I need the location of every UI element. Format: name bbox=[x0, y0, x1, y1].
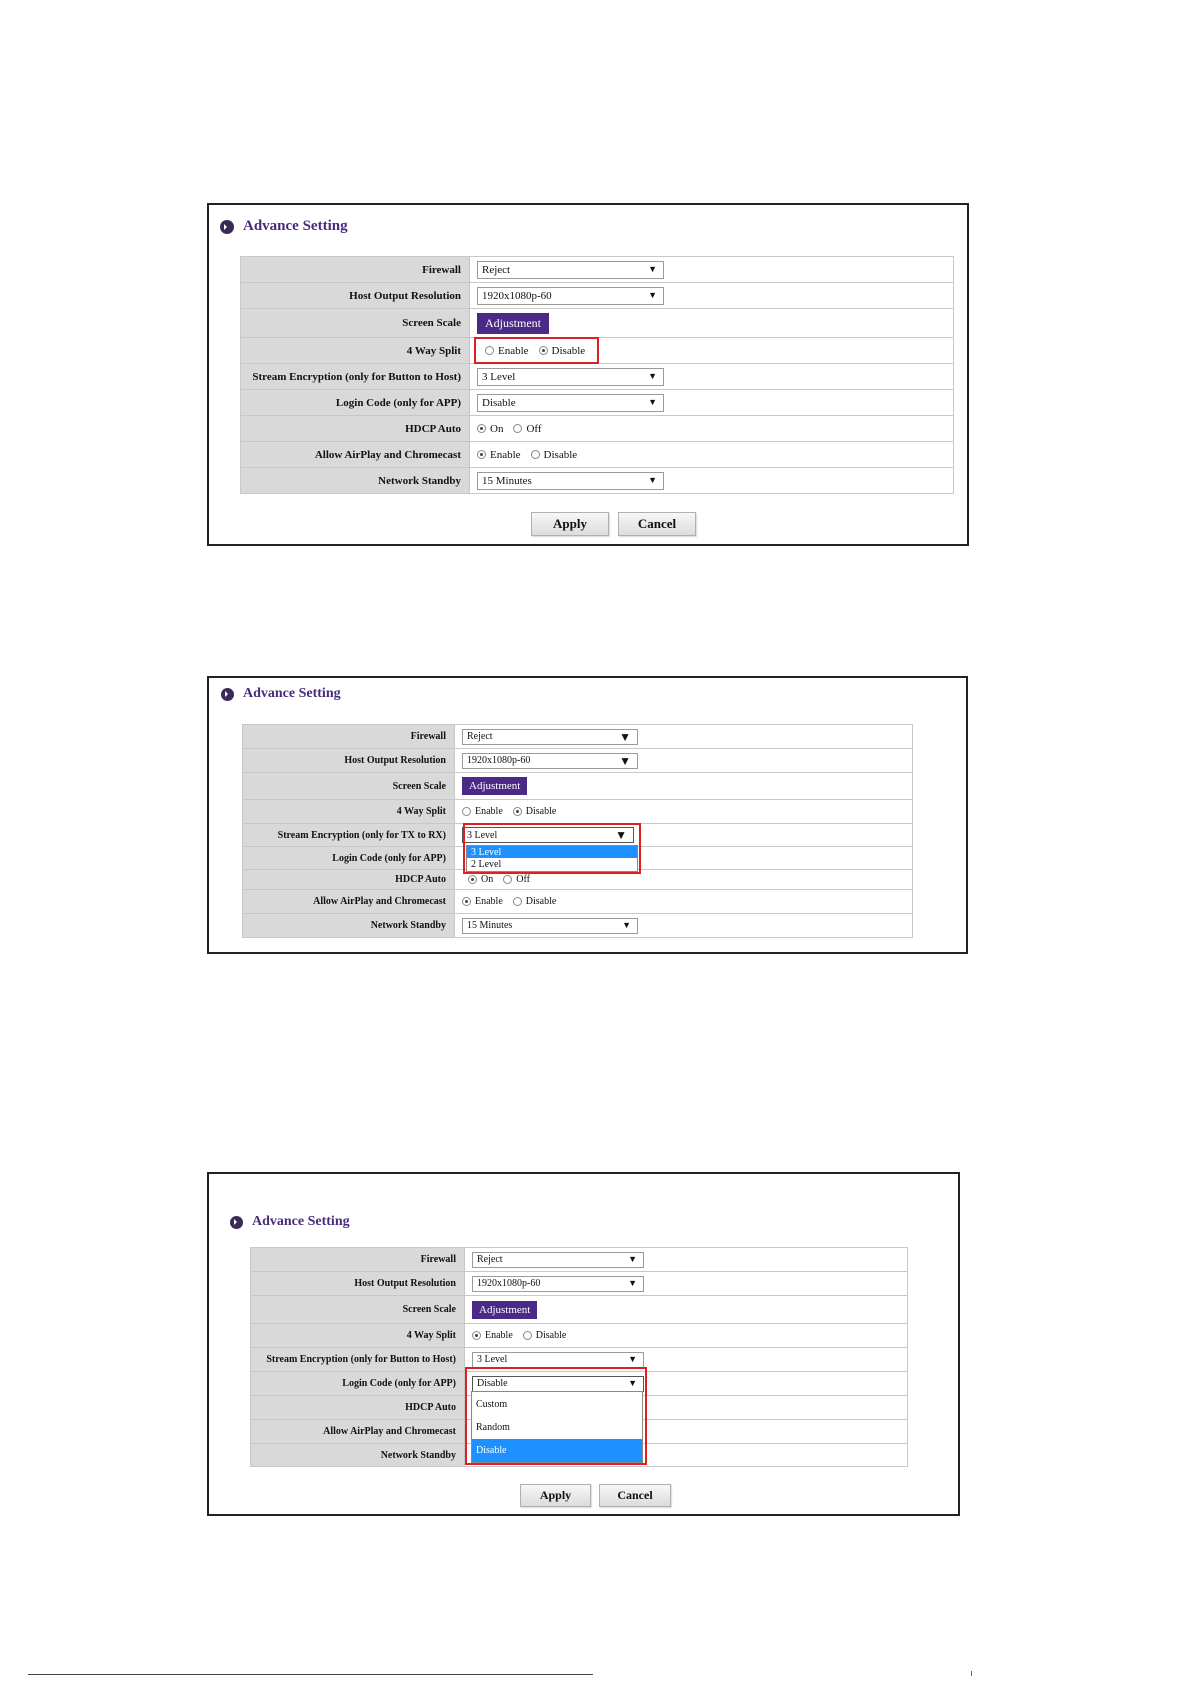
chevron-down-icon: ▼ bbox=[648, 475, 657, 485]
dropdown-option[interactable]: 3 Level bbox=[467, 846, 637, 858]
settings-panel-2 bbox=[207, 676, 968, 954]
apply-button[interactable]: Apply bbox=[531, 512, 609, 536]
radio-label: Disable bbox=[535, 1330, 567, 1341]
row-label: Firewall bbox=[241, 257, 470, 283]
radio-label: Enable bbox=[490, 448, 521, 461]
row-host-output-resolution bbox=[243, 749, 913, 773]
row-4-way-split bbox=[251, 1324, 908, 1348]
disable-radio[interactable] bbox=[531, 450, 540, 459]
disable-radio[interactable] bbox=[513, 807, 522, 816]
row-firewall bbox=[241, 257, 954, 283]
radio-label: Disable bbox=[525, 896, 557, 907]
adjustment-button[interactable]: Adjustment bbox=[462, 777, 527, 795]
chevron-down-icon: ▼ bbox=[619, 729, 631, 744]
chevron-down-icon: ▼ bbox=[628, 1378, 637, 1388]
row-stream-encryption bbox=[251, 1348, 908, 1372]
radio-label: Enable bbox=[475, 896, 503, 907]
network-standby-select[interactable] bbox=[462, 918, 638, 934]
4-way-split-radio-group bbox=[472, 1330, 907, 1341]
row-label: Screen Scale bbox=[243, 773, 455, 800]
row-airplay-chromecast bbox=[243, 890, 913, 914]
stream-encryption-select[interactable] bbox=[472, 1352, 644, 1368]
row-label: Login Code (only for APP) bbox=[243, 847, 455, 870]
radio-label: Disable bbox=[551, 344, 586, 357]
chevron-down-icon: ▼ bbox=[622, 920, 631, 930]
row-label: Screen Scale bbox=[251, 1296, 465, 1324]
row-label: Firewall bbox=[243, 725, 455, 749]
row-host-output-resolution bbox=[251, 1272, 908, 1296]
row-firewall bbox=[243, 725, 913, 749]
stream-encryption-select[interactable] bbox=[462, 827, 634, 843]
stream-encryption-dropdown bbox=[466, 845, 638, 872]
select-value: 15 Minutes bbox=[482, 474, 532, 487]
row-hdcp-auto bbox=[243, 870, 913, 890]
row-label: Host Output Resolution bbox=[243, 749, 455, 773]
row-screen-scale bbox=[241, 309, 954, 338]
footer-divider bbox=[28, 1674, 593, 1675]
row-label: 4 Way Split bbox=[251, 1324, 465, 1348]
row-label: Login Code (only for APP) bbox=[251, 1372, 465, 1396]
hdcp-auto-radio-group bbox=[477, 423, 953, 435]
disable-radio[interactable] bbox=[523, 1331, 532, 1340]
chevron-down-icon: ▼ bbox=[628, 1354, 637, 1364]
airplay-radio-group bbox=[477, 449, 953, 461]
select-value: Disable bbox=[477, 1378, 508, 1389]
disable-radio[interactable] bbox=[539, 346, 548, 355]
hdcp-auto-radio-group bbox=[462, 874, 912, 885]
row-label: Network Standby bbox=[241, 468, 470, 494]
panel-title-text: Advance Setting bbox=[243, 218, 348, 234]
row-network-standby bbox=[241, 468, 954, 494]
apply-button[interactable]: Apply bbox=[520, 1484, 591, 1507]
row-label: Stream Encryption (only for TX to RX) bbox=[243, 824, 455, 847]
select-value: 3 Level bbox=[482, 370, 516, 383]
row-label: Allow AirPlay and Chromecast bbox=[241, 442, 470, 468]
row-login-code bbox=[241, 390, 954, 416]
panel-title bbox=[230, 1214, 350, 1230]
row-label: HDCP Auto bbox=[251, 1396, 465, 1420]
row-label: Allow AirPlay and Chromecast bbox=[243, 890, 455, 914]
dropdown-option[interactable]: Disable bbox=[472, 1439, 642, 1462]
login-code-dropdown bbox=[471, 1391, 643, 1463]
on-radio[interactable] bbox=[477, 424, 486, 433]
play-circle-icon bbox=[221, 688, 234, 701]
select-value: Reject bbox=[482, 263, 511, 276]
radio-label: Disable bbox=[543, 448, 578, 461]
panel-title bbox=[220, 218, 348, 235]
chevron-down-icon: ▼ bbox=[648, 264, 657, 274]
firewall-select[interactable] bbox=[477, 261, 664, 279]
disable-radio[interactable] bbox=[513, 897, 522, 906]
adjustment-button[interactable]: Adjustment bbox=[472, 1301, 537, 1319]
panel-title-text: Advance Setting bbox=[252, 1214, 350, 1229]
off-radio[interactable] bbox=[513, 424, 522, 433]
network-standby-select[interactable] bbox=[477, 472, 664, 490]
row-label: Stream Encryption (only for Button to Host) bbox=[251, 1348, 465, 1372]
dropdown-option[interactable]: 2 Level bbox=[471, 859, 502, 870]
dropdown-option[interactable]: Random bbox=[476, 1422, 510, 1433]
chevron-down-icon: ▼ bbox=[628, 1254, 637, 1264]
radio-label: Enable bbox=[475, 806, 503, 817]
select-value: 1920x1080p-60 bbox=[477, 1278, 541, 1289]
select-value: 1920x1080p-60 bbox=[482, 289, 552, 302]
4-way-split-radio-group bbox=[462, 806, 912, 817]
enable-radio[interactable] bbox=[462, 897, 471, 906]
enable-radio[interactable] bbox=[462, 807, 471, 816]
airplay-radio-group bbox=[462, 896, 912, 907]
radio-label: Enable bbox=[498, 344, 529, 357]
row-label: Host Output Resolution bbox=[251, 1272, 465, 1296]
row-label: Screen Scale bbox=[241, 309, 470, 338]
radio-label: On bbox=[481, 874, 494, 885]
row-firewall bbox=[251, 1248, 908, 1272]
row-label: 4 Way Split bbox=[243, 800, 455, 824]
select-value: 3 Level bbox=[467, 829, 498, 841]
row-4-way-split bbox=[241, 338, 954, 364]
chevron-down-icon: ▼ bbox=[648, 290, 657, 300]
4-way-split-radio-group bbox=[477, 345, 953, 357]
radio-label: On bbox=[490, 422, 504, 435]
stream-encryption-select[interactable] bbox=[477, 368, 664, 386]
chevron-down-icon: ▼ bbox=[648, 371, 657, 381]
enable-radio[interactable] bbox=[472, 1331, 481, 1340]
settings-panel-3 bbox=[207, 1172, 960, 1516]
row-screen-scale bbox=[243, 773, 913, 800]
row-label: Firewall bbox=[251, 1248, 465, 1272]
dropdown-option[interactable]: Custom bbox=[476, 1398, 508, 1410]
row-network-standby bbox=[243, 914, 913, 938]
row-label: Network Standby bbox=[251, 1444, 465, 1467]
enable-radio[interactable] bbox=[485, 346, 494, 355]
adjustment-button[interactable]: Adjustment bbox=[477, 313, 549, 334]
radio-label: Enable bbox=[485, 1330, 513, 1341]
row-airplay-chromecast bbox=[241, 442, 954, 468]
row-4-way-split bbox=[243, 800, 913, 824]
firewall-select[interactable] bbox=[462, 729, 638, 745]
select-value: Reject bbox=[467, 731, 493, 742]
select-value: Reject bbox=[477, 1254, 503, 1265]
select-value: Disable bbox=[482, 396, 516, 409]
firewall-select[interactable] bbox=[472, 1252, 644, 1268]
chevron-down-icon: ▼ bbox=[628, 1278, 637, 1288]
settings-panel-1 bbox=[207, 203, 969, 546]
login-code-select[interactable] bbox=[477, 394, 664, 412]
footer-mark bbox=[971, 1671, 972, 1676]
chevron-down-icon: ▼ bbox=[619, 753, 631, 768]
row-label: Allow AirPlay and Chromecast bbox=[251, 1420, 465, 1444]
row-label: Login Code (only for APP) bbox=[241, 390, 470, 416]
row-label: HDCP Auto bbox=[241, 416, 470, 442]
host-output-resolution-select[interactable] bbox=[472, 1276, 644, 1292]
play-circle-icon bbox=[230, 1216, 243, 1229]
login-code-select[interactable] bbox=[472, 1376, 644, 1392]
select-value: 3 Level bbox=[477, 1354, 508, 1365]
radio-label: Disable bbox=[525, 806, 557, 817]
cancel-button[interactable]: Cancel bbox=[599, 1484, 671, 1507]
row-host-output-resolution bbox=[241, 283, 954, 309]
row-label: Network Standby bbox=[243, 914, 455, 938]
host-output-resolution-select[interactable] bbox=[477, 287, 664, 305]
settings-table bbox=[242, 724, 913, 938]
enable-radio[interactable] bbox=[477, 450, 486, 459]
on-radio[interactable] bbox=[468, 875, 477, 884]
row-label: Host Output Resolution bbox=[241, 283, 470, 309]
select-value: 1920x1080p-60 bbox=[467, 755, 531, 766]
panel-title bbox=[221, 686, 341, 702]
chevron-down-icon: ▼ bbox=[648, 397, 657, 407]
radio-label: Off bbox=[526, 422, 542, 435]
radio-label: Off bbox=[516, 874, 530, 885]
panel-title-text: Advance Setting bbox=[243, 686, 341, 701]
off-radio[interactable] bbox=[503, 875, 512, 884]
host-output-resolution-select[interactable] bbox=[462, 753, 638, 769]
select-value: 15 Minutes bbox=[467, 920, 513, 931]
settings-table bbox=[240, 256, 954, 494]
row-label: Stream Encryption (only for Button to Host) bbox=[241, 364, 470, 390]
row-stream-encryption bbox=[243, 824, 913, 847]
row-hdcp-auto bbox=[241, 416, 954, 442]
chevron-down-icon: ▼ bbox=[615, 828, 627, 842]
row-label: HDCP Auto bbox=[243, 870, 455, 890]
play-circle-icon bbox=[220, 220, 234, 234]
row-label: 4 Way Split bbox=[241, 338, 470, 364]
row-screen-scale bbox=[251, 1296, 908, 1324]
row-stream-encryption bbox=[241, 364, 954, 390]
cancel-button[interactable]: Cancel bbox=[618, 512, 696, 536]
